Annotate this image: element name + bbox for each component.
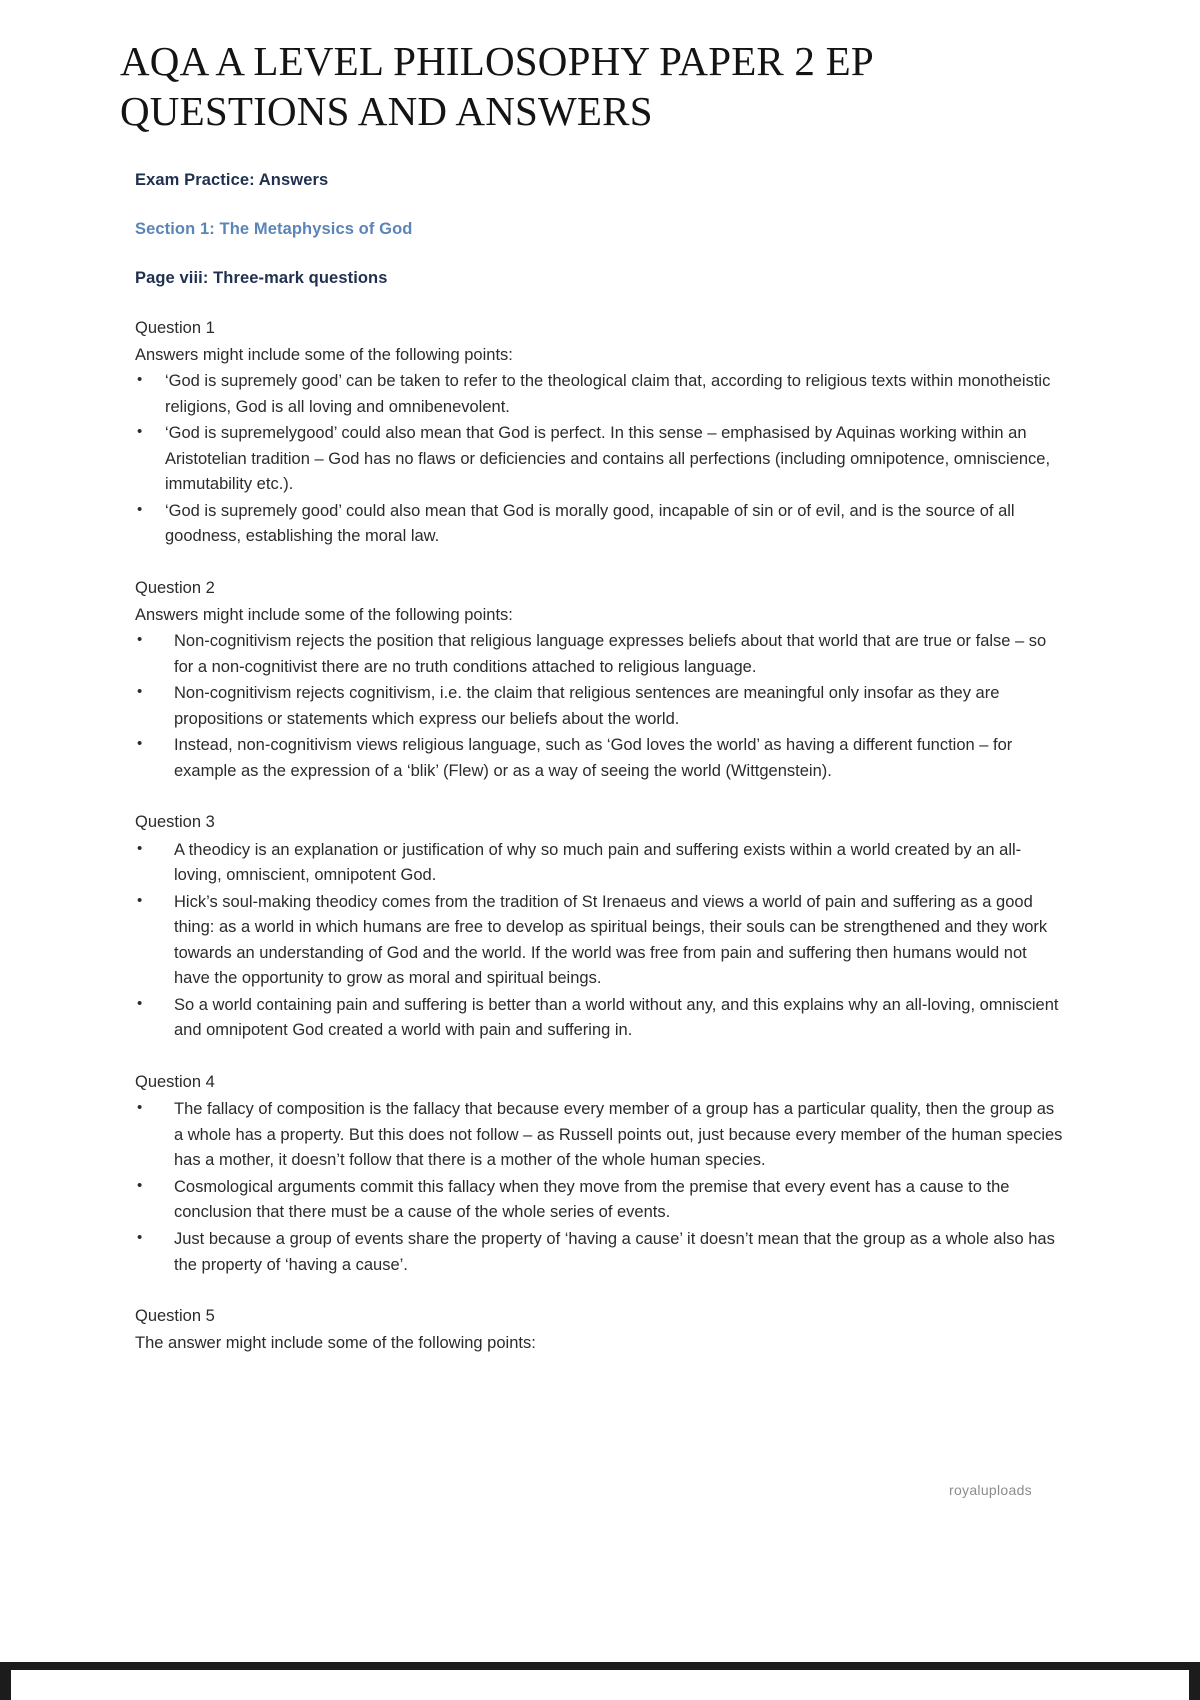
answer-point: • Instead, non-cognitivism views religious language, such as ‘God loves the world’ as having a different function – for example as the expression of a ‘blik’ (Flew) or as a way of seeing the world (Wittgenstein). xyxy=(135,733,1065,784)
question-title: Question 1 xyxy=(135,318,215,337)
answer-point: • Just because a group of events share the property of ‘having a cause’ it doesn’t mean that the group as a whole also has the property of ‘having a cause’. xyxy=(135,1227,1065,1278)
question-lead: Answers might include some of the following points: xyxy=(135,606,513,625)
answer-point-list xyxy=(135,369,1065,550)
question-lead: The answer might include some of the following points: xyxy=(135,1334,536,1353)
answer-point-list xyxy=(135,1097,1065,1278)
answer-point: • The fallacy of composition is the fallacy that because every member of a group has a particular quality, then the group as a whole has a property. But this does not follow – as Russell points out, just because every member of the human species has a mother, it doesn’t follow that there is a mother of the whole human species. xyxy=(135,1097,1065,1174)
answer-point: • ‘God is supremely good’ could also mean that God is morally good, incapable of sin or of evil, and is the source of all goodness, establishing the moral law. xyxy=(135,499,1065,550)
question-block-3 xyxy=(135,810,1065,1044)
question-block-1 xyxy=(135,316,1065,550)
answer-point: • Non-cognitivism rejects the position that religious language expresses beliefs about that world that are true or false – so for a non-cognitivist there are no truth conditions attached to religious language. xyxy=(135,629,1065,680)
document-body xyxy=(0,171,1200,1356)
answer-point-list xyxy=(135,629,1065,784)
question-title: Question 2 xyxy=(135,578,215,597)
page-title: AQA A LEVEL PHILOSOPHY PAPER 2 EP QUESTIONS AND ANSWERS xyxy=(120,38,873,135)
answer-point: • Hick’s soul-making theodicy comes from the tradition of St Irenaeus and views a world of pain and suffering as a good thing: as a world in which humans are free to develop as spiritual beings, their souls can be strengthened and they work towards an understanding of God and the world. If the world was free from pain and suffering then humans would not have the opportunity to grow as moral and spiritual beings. xyxy=(135,890,1065,992)
question-title: Question 5 xyxy=(135,1307,215,1326)
answer-point: • Non-cognitivism rejects cognitivism, i.e. the claim that religious sentences are meaningful only insofar as they are propositions or statements which express our beliefs about the world. xyxy=(135,681,1065,732)
question-block-4 xyxy=(135,1070,1065,1278)
question-block-2 xyxy=(135,576,1065,785)
page-bottom-inner xyxy=(11,1670,1189,1700)
answer-point: • A theodicy is an explanation or justification of why so much pain and suffering exists within a world created by an all-loving, omniscient, omnipotent God. xyxy=(135,838,1065,889)
question-block-5 xyxy=(135,1304,1065,1356)
question-lead: Answers might include some of the following points: xyxy=(135,345,513,364)
exam-practice-heading: Exam Practice: Answers xyxy=(135,170,329,189)
question-title: Question 4 xyxy=(135,1073,215,1092)
answer-point: • So a world containing pain and suffering is better than a world without any, and this explains why an all-loving, omniscient and omnipotent God created a world with pain and suffering in. xyxy=(135,993,1065,1044)
page-subheading: Page viii: Three-mark questions xyxy=(135,268,388,287)
question-title: Question 3 xyxy=(135,813,215,832)
answer-point: • ‘God is supremelygood’ could also mean that God is perfect. In this sense – emphasised by Aquinas working within an Aristotelian tradition – God has no flaws or deficiencies and contains all perfections (including omnipotence, omniscience, immutability etc.). xyxy=(135,421,1065,498)
answer-point: • ‘God is supremely good’ can be taken to refer to the theological claim that, according to religious texts within monotheistic religions, God is all loving and omnibenevolent. xyxy=(135,369,1065,420)
watermark: royaluploads xyxy=(949,1482,1032,1498)
answer-point: • Cosmological arguments commit this fallacy when they move from the premise that every event has a cause to the conclusion that there must be a cause of the whole series of events. xyxy=(135,1175,1065,1226)
section-heading: Section 1: The Metaphysics of God xyxy=(135,219,413,238)
answer-point-list xyxy=(135,838,1065,1045)
